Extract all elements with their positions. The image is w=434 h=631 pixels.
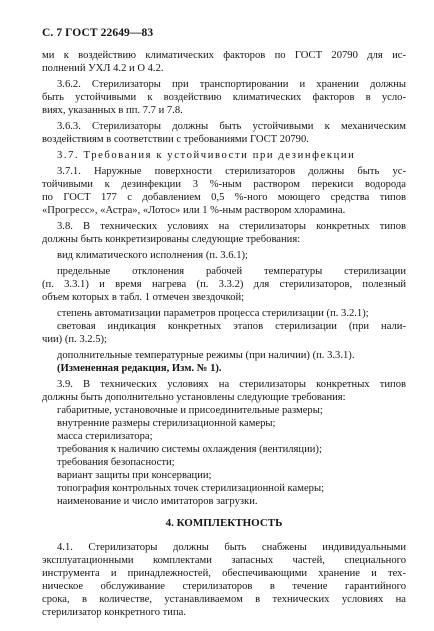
text-line: объем которых в табл. 1 отмечен звездочкой; [42,292,245,303]
text-line: степень автоматизации параметров процесса стерилизации (п. 3.2.1); [57,308,369,319]
text-line: «Прогресс», «Астра», «Лотос» или 1 %-ным раствором хлорамина. [42,205,346,216]
text-line: стерилизатор конкретного типа. [42,607,186,618]
text-line: предельные отклонения рабочей температуры стерилизации [57,266,406,277]
text-line: наименование и число имитаторов загрузки. [57,496,258,507]
text-line: эксплуатационными комплектами запасных частей, специального [42,555,406,566]
text-line: габаритные, установочные и присоединительные размеры; [57,405,323,416]
text-line: инструмента и принадлежностей, обеспечивающими хранение и тех- [42,568,406,579]
text-line: полнений УХЛ 4.2 и О 4.2. [42,63,164,74]
text-line: 3.7.1. Наружные поверхности стерилизаторов должны быть ус- [57,166,406,177]
text-line: 3.8. В технических условиях на стерилизаторы конкретных типов [57,221,406,232]
section-title: 4. КОМПЛЕКТНОСТЬ [165,517,283,529]
text-line: срока, в количестве, устанавливаемом в технических условиях на [42,594,406,605]
text-line: внутренние размеры стерилизационной камеры; [57,418,276,429]
section-heading: 3.7. Требования к устойчивости при дезинфекции [57,150,356,161]
text-line: топография контрольных точек стерилизационной камеры; [57,483,325,494]
text-line: требования к наличию системы охлаждения (вентиляции); [57,444,322,455]
page-header: С. 7 ГОСТ 22649—83 [42,27,154,39]
text-line: тойчивыми к дезинфекции 3 %-ным раствором перекиси водорода [42,179,406,190]
text-line: вид климатического исполнения (п. 3.6.1); [57,250,248,261]
text-line: быть устойчивыми к воздействию климатических факторов в усло- [42,92,406,103]
text-line: требования безопасности; [57,457,175,468]
text-line: дополнительные температурные режимы (при наличии) (п. 3.3.1). [57,350,355,361]
text-line: по ГОСТ 177 с добавлением 0,5 %-ного моющего средства типов [42,192,406,203]
text-line: (п. 3.3.1) и время нагрева (п. 3.3.2) для стерилизаторов, полезный [42,279,406,290]
text-line: 3.6.3. Стерилизаторы должны быть устойчивыми к механическим [57,121,406,132]
text-line: должны быть конкретизированы следующие требования: [42,234,301,245]
text-line: воздействиям в соответствии с требованиями ГОСТ 20790. [42,134,309,145]
text-line: 4.1. Стерилизаторы должны быть снабжены индивидуальными [57,542,406,553]
text-line: 3.9. В технических условиях на стерилизаторы конкретных типов [57,379,406,390]
amendment-note: (Измененная редакция, Изм. № 1). [57,363,222,374]
text-line: виях, указанных в пп. 7.7 и 7.8. [42,105,183,116]
text-line: световая индикация конкретных этапов стерилизации (при нали- [57,321,406,332]
text-line: чии) (п. 3.2.5); [42,334,107,345]
text-line: ническое обслуживание стерилизаторов в течение гарантийного [42,581,406,592]
text-line: ми к воздействию климатических факторов по ГОСТ 20790 для ис- [42,50,406,61]
text-line: вариант защиты при консервации; [57,470,212,481]
text-line: масса стерилизатора; [57,431,153,442]
text-line: 3.6.2. Стерилизаторы при транспортировании и хранении должны [57,79,406,90]
text-line: должны быть дополнительно установлены следующие требования: [42,392,346,403]
